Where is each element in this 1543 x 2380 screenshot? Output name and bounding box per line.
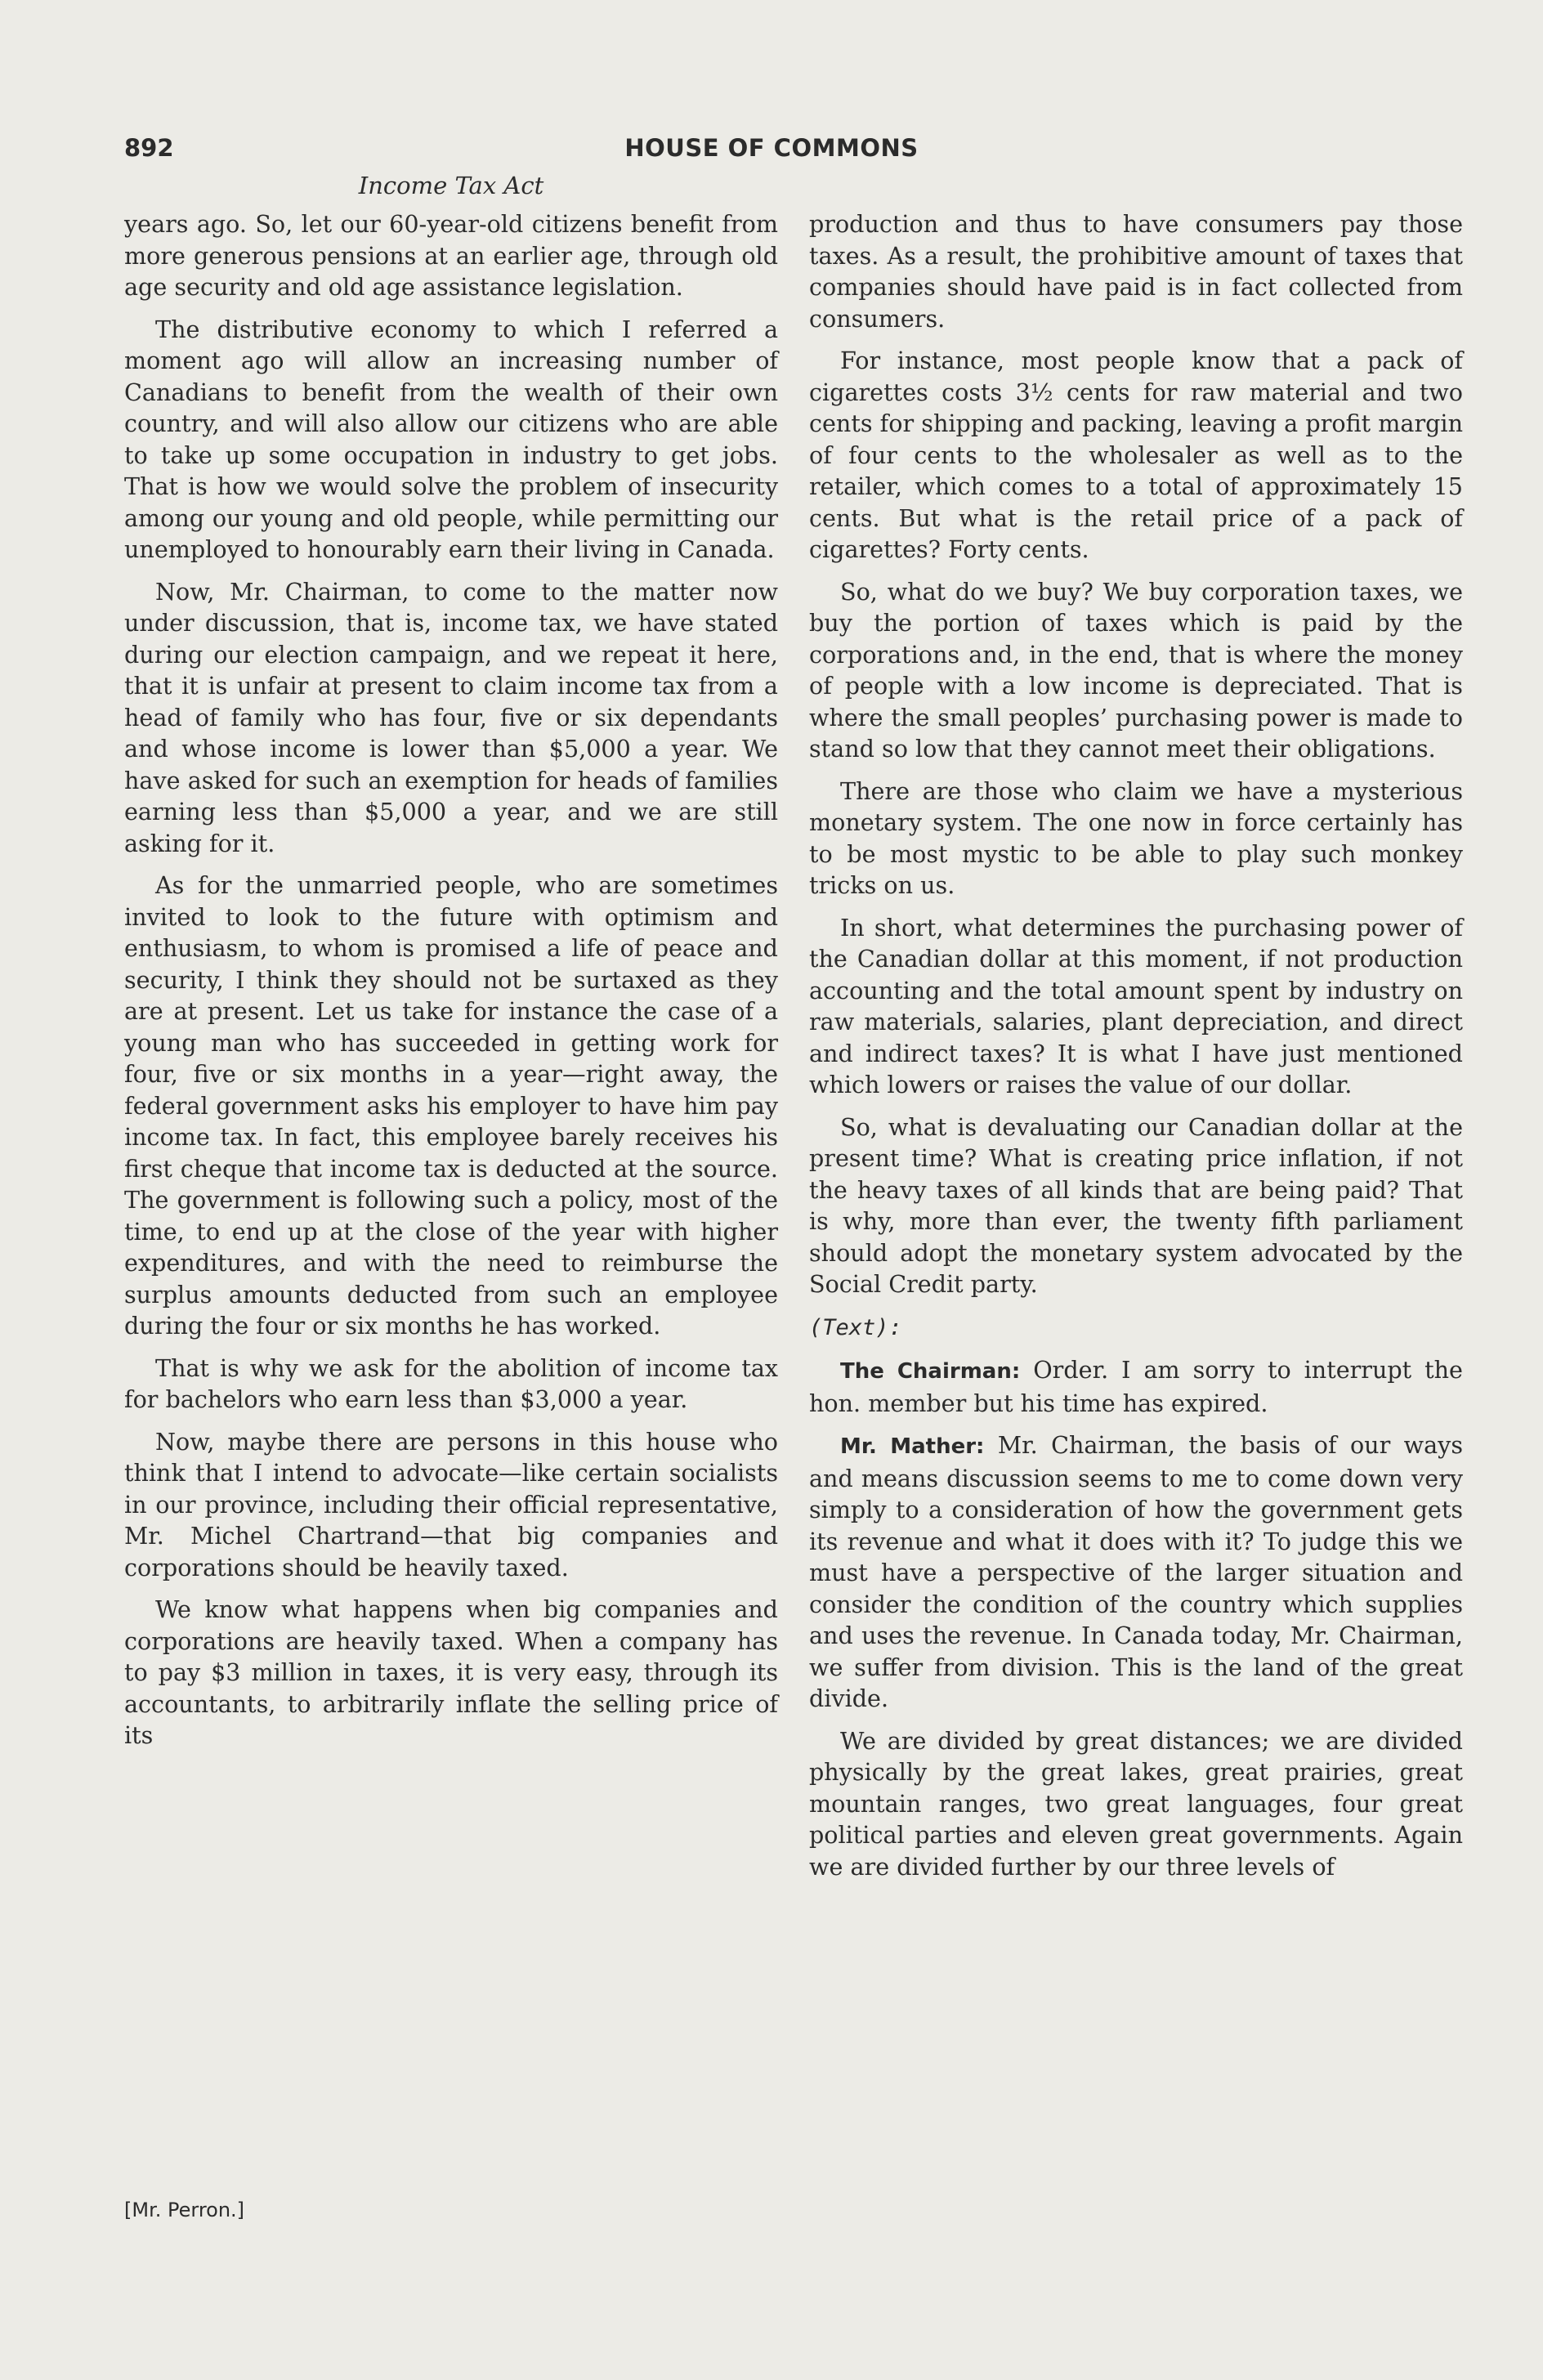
left-column (124, 208, 778, 1762)
footer-speaker-note: [Mr. Perron.] (124, 2199, 245, 2221)
paragraph: Now, Mr. Chairman, to come to the matter now under discussion, that is, income tax, we have stated during our election campaign, and we repeat it here, that it is unfair at present to claim income tax from a head of family who has four, five or six dependants and whose income is lower than $5,000 a year. We have asked for such an exemption for heads of families earning less than $5,000 a year, and we are still asking for it. (124, 577, 778, 857)
paragraph: We know what happens when big companies and corporations are heavily taxed. When a company has to pay $3 million in taxes, it is very easy, through its accountants, to arbitrarily inflate the selling price of its (124, 1595, 778, 1749)
right-column (809, 208, 1463, 1893)
speech-text: Order. I am sorry to interrupt the hon. member but his time has expired. (809, 1356, 1463, 1417)
paragraph: Now, maybe there are persons in this house who think that I intend to advocate—like certain socialists in our province, including their official representative, Mr. Michel Chartrand—that big companies and corporations should be heavily taxed. (124, 1427, 778, 1581)
paragraph: The distributive economy to which I referred a moment ago will allow an increasing number of Canadians to benefit from the wealth of their own country, and will also allow our citizens who are able to take up some occupation in industry to get jobs. That is how we would solve the problem of insecurity among our young and old people, while permitting our unemployed to honourably earn their living in Canada. (124, 315, 778, 563)
paragraph: In short, what determines the purchasing power of the Canadian dollar at this moment, if not production accounting and the total amount spent by industry on raw materials, salaries, plant depreciation, and direct and indirect taxes? It is what I have just mentioned which lowers or raises the value of our dollar. (809, 913, 1463, 1098)
paragraph: There are those who claim we have a mysterious monetary system. The one now in force certainly has to be most mystic to be able to play such monkey tricks on us. (809, 776, 1463, 899)
text-label-value: (Text): (809, 1314, 902, 1340)
paragraph: So, what is devaluating our Canadian dollar at the present time? What is creating price inflation, if not the heavy taxes of all kinds that are being paid? That is why, more than ever, the twenty fifth parliament should adopt the monetary system advocated by the Social Credit party. (809, 1112, 1463, 1298)
paragraph: As for the unmarried people, who are sometimes invited to look to the future with optimism and enthusiasm, to whom is promised a life of peace and security, I think they should not be surtaxed as they are at present. Let us take for instance the case of a young man who has succeeded in getting work for four, five or six months in a year—right away, the federal government asks his employer to have him pay income tax. In fact, this employee barely receives his first cheque that income tax is deducted at the source. The government is following such a policy, most of the time, to end up at the close of the year with higher expenditures, and with the need to reimburse the surplus amounts deducted from such an employee during the four or six months he has worked. (124, 871, 778, 1340)
speech-mather (809, 1429, 1463, 1715)
paragraph: We are divided by great distances; we are divided physically by the great lakes, great prairies, great mountain ranges, two great languages, four great political parties and eleven great governments. Again we are divided further by our three levels of (809, 1726, 1463, 1881)
speaker-name: The Chairman: (840, 1359, 1021, 1384)
page-number: 892 (124, 134, 174, 162)
running-head: HOUSE OF COMMONS (624, 134, 919, 162)
text-label (809, 1311, 1463, 1344)
section-title: Income Tax Act (358, 172, 544, 199)
paragraph: That is why we ask for the abolition of income tax for bachelors who earn less than $3,000 a year. (124, 1353, 778, 1413)
paragraph: production and thus to have consumers pay those taxes. As a result, the prohibitive amount of taxes that companies should have paid is in fact collected from consumers. (809, 210, 1463, 333)
paragraph: So, what do we buy? We buy corporation taxes, we buy the portion of taxes which is paid by the corporations and, in the end, that is where the money of people with a low income is depreciated. That is where the small peoples’ purchasing power is made to stand so low that they cannot meet their obligations. (809, 577, 1463, 763)
speech-text: Mr. Chairman, the basis of our ways and means discussion seems to me to come down very simply to a consideration of how the government gets its revenue and what it does with it? To judge this we must have a perspective of the larger situation and consider the condition of the country which supplies and uses the revenue. In Canada today, Mr. Chairman, we suffer from division. This is the land of the great divide. (809, 1431, 1463, 1712)
speech-chairman (809, 1354, 1463, 1419)
paragraph: years ago. So, let our 60-year-old citizens benefit from more generous pensions at an earlier age, through old age security and old age assistance legislation. (124, 210, 778, 301)
speaker-name: Mr. Mather: (840, 1434, 985, 1459)
paragraph: For instance, most people know that a pack of cigarettes costs 3½ cents for raw material and two cents for shipping and packing, leaving a profit margin of four cents to the wholesaler as well as to the retailer, which comes to a total of approximately 15 cents. But what is the retail price of a pack of cigarettes? Forty cents. (809, 347, 1463, 563)
